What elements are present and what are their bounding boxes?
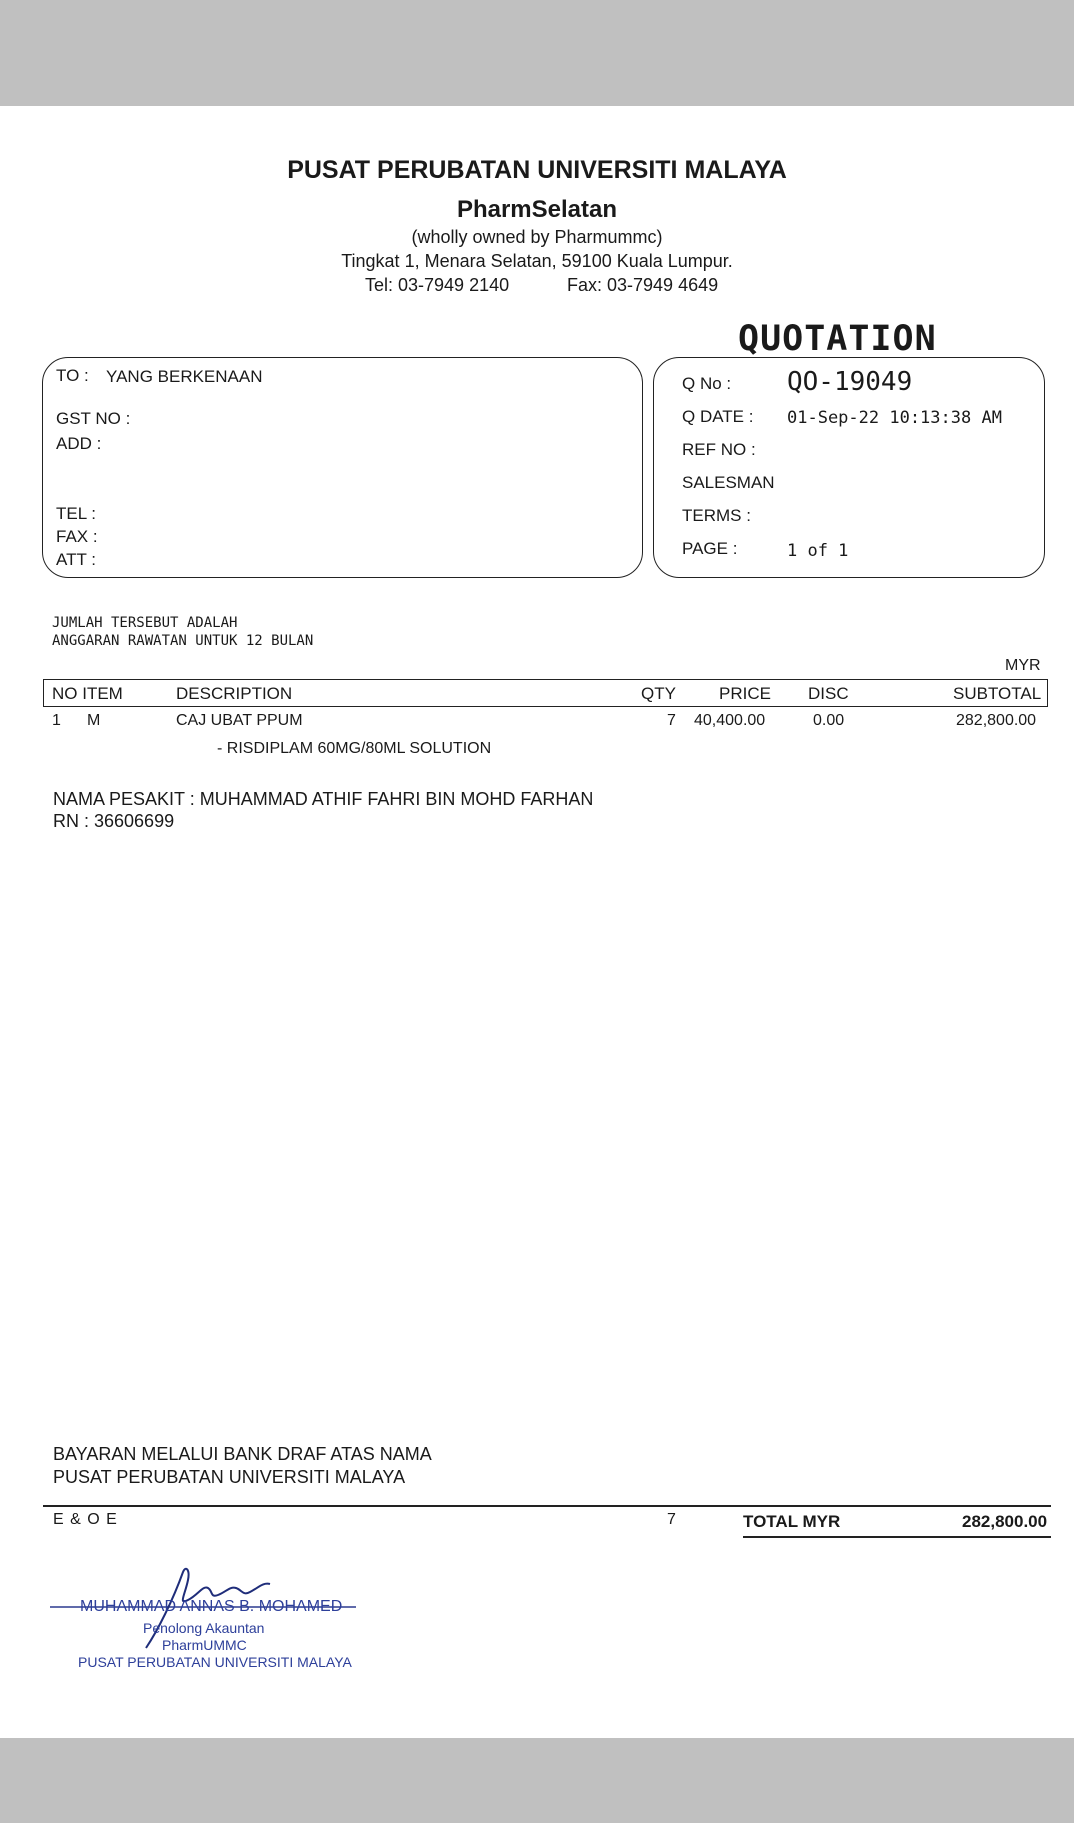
refno-label: REF NO : bbox=[682, 440, 756, 459]
org-name: PUSAT PERUBATAN UNIVERSITI MALAYA bbox=[287, 156, 787, 184]
row-price: 40,400.00 bbox=[694, 712, 766, 729]
row-qty: 7 bbox=[667, 712, 676, 729]
row-no: 1 bbox=[52, 712, 61, 729]
payment-line-1: BAYARAN MELALUI BANK DRAF ATAS NAMA bbox=[53, 1444, 432, 1464]
row-item: M bbox=[87, 712, 101, 729]
org-fax: Fax: 03-7949 4649 bbox=[567, 275, 719, 295]
att-label: ATT : bbox=[56, 550, 96, 569]
qno-label: Q No : bbox=[682, 374, 732, 393]
col-no-item: NO ITEM bbox=[52, 684, 123, 703]
qno-value: QO-19049 bbox=[787, 367, 913, 397]
gst-label: GST NO : bbox=[56, 409, 131, 428]
stamp-org: PUSAT PERUBATAN UNIVERSITI MALAYA bbox=[78, 1654, 352, 1670]
add-label: ADD : bbox=[56, 434, 102, 453]
note-line-2: ANGGARAN RAWATAN UNTUK 12 BULAN bbox=[52, 633, 314, 649]
terms-label: TERMS : bbox=[682, 506, 751, 525]
currency-label: MYR bbox=[1005, 657, 1041, 674]
quotation-page bbox=[0, 106, 1074, 1738]
footer-divider bbox=[43, 1505, 1051, 1507]
row-disc: 0.00 bbox=[813, 712, 845, 729]
total-label: TOTAL MYR bbox=[743, 1512, 841, 1531]
col-price: PRICE bbox=[719, 684, 771, 703]
row-sub-description: - RISDIPLAM 60MG/80ML SOLUTION bbox=[217, 740, 492, 757]
salesman-label: SALESMAN bbox=[682, 473, 775, 492]
row-description: CAJ UBAT PPUM bbox=[176, 712, 303, 729]
recipient-box bbox=[42, 357, 643, 578]
total-value: 282,800.00 bbox=[962, 1512, 1048, 1531]
patient-rn: RN : 36606699 bbox=[53, 811, 175, 831]
page-label: PAGE : bbox=[682, 539, 738, 558]
stamp-title: Penolong Akauntan bbox=[143, 1620, 265, 1636]
org-tel: Tel: 03-7949 2140 bbox=[365, 275, 510, 295]
note-line-1: JUMLAH TERSEBUT ADALAH bbox=[52, 615, 238, 631]
to-value: YANG BERKENAAN bbox=[106, 367, 263, 386]
col-disc: DISC bbox=[808, 684, 849, 703]
stamp-name: MUHAMMAD ANNAS B. MOHAMED bbox=[80, 1598, 343, 1615]
col-qty: QTY bbox=[641, 684, 676, 703]
row-subtotal: 282,800.00 bbox=[956, 712, 1037, 729]
tel-label: TEL : bbox=[56, 504, 96, 523]
total-qty: 7 bbox=[667, 1511, 676, 1528]
to-label: TO : bbox=[56, 366, 89, 385]
org-address: Tingkat 1, Menara Selatan, 59100 Kuala Lumpur. bbox=[341, 251, 733, 271]
total-underline bbox=[743, 1536, 1051, 1538]
qdate-value: 01-Sep-22 10:13:38 AM bbox=[787, 408, 1002, 428]
eoe-note: E & O E bbox=[53, 1511, 118, 1528]
qdate-label: Q DATE : bbox=[682, 407, 754, 426]
payment-line-2: PUSAT PERUBATAN UNIVERSITI MALAYA bbox=[53, 1467, 406, 1487]
document-title: QUOTATION bbox=[738, 319, 937, 359]
col-description: DESCRIPTION bbox=[176, 684, 293, 703]
fax-label: FAX : bbox=[56, 527, 98, 546]
page-value: 1 of 1 bbox=[787, 541, 849, 561]
unit-name: PharmSelatan bbox=[456, 196, 618, 223]
patient-name: NAMA PESAKIT : MUHAMMAD ATHIF FAHRI BIN MOHD FARHAN bbox=[53, 789, 594, 809]
ownership-note: (wholly owned by Pharmummc) bbox=[411, 227, 663, 247]
col-subtotal: SUBTOTAL bbox=[953, 684, 1042, 703]
stamp-unit: PharmUMMC bbox=[162, 1637, 247, 1653]
